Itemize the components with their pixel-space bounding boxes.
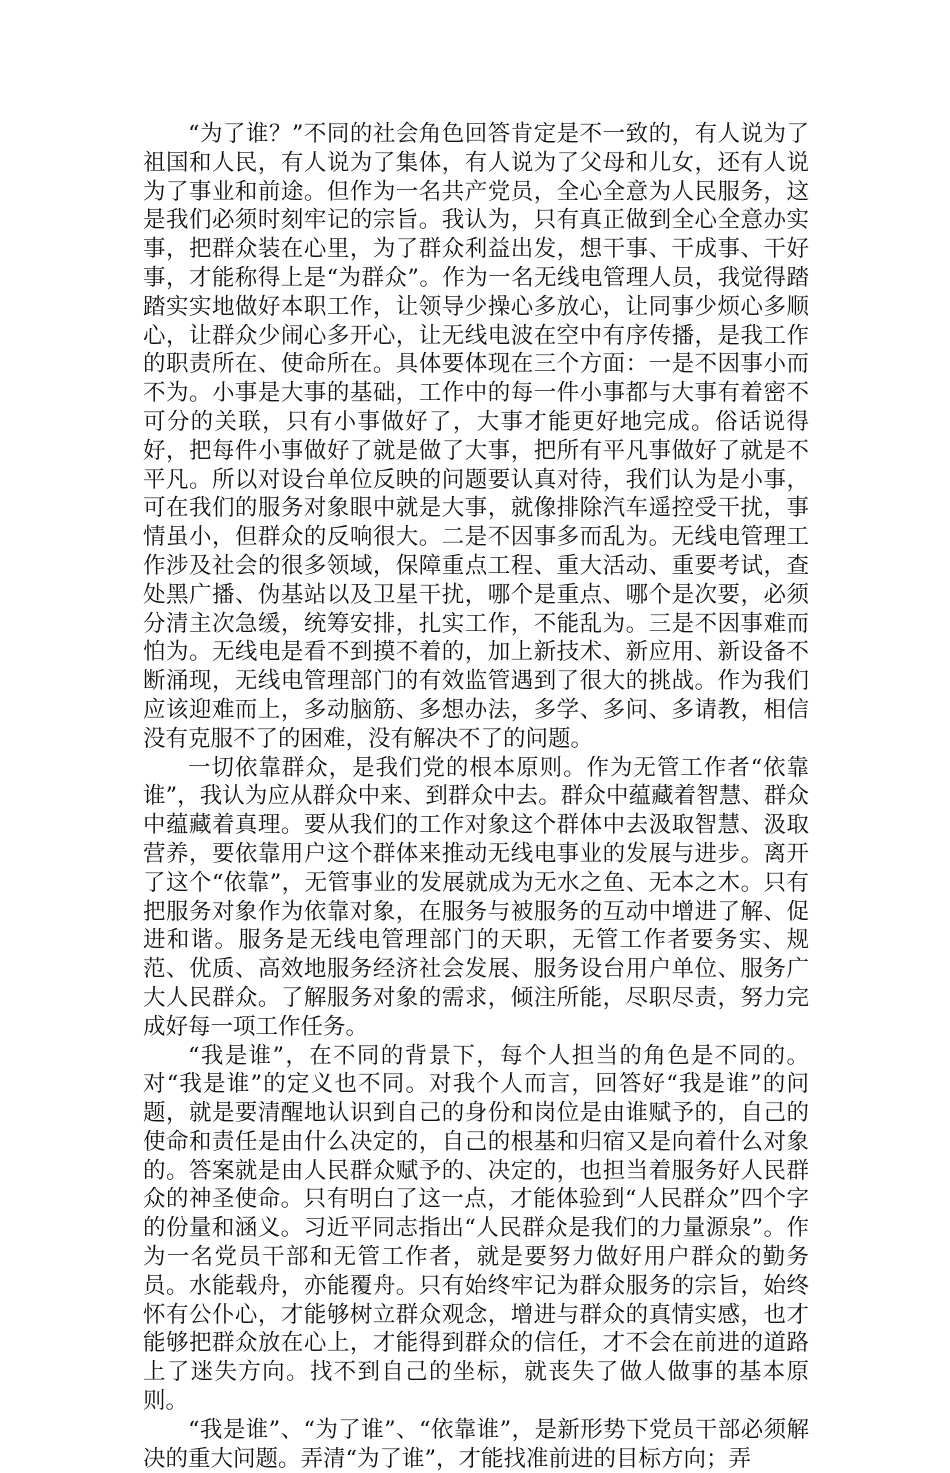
paragraph-summary: “我是谁”、“为了谁”、“依靠谁”，是新形势下党员干部必须解决的重大问题。弄清“为了谁”，才能找准前进的目标方向；弄 bbox=[143, 1416, 809, 1472]
document-body bbox=[143, 120, 809, 1473]
paragraph-rely-on-whom: 一切依靠群众，是我们党的根本原则。作为无管工作者“依靠谁”，我认为应从群众中来、到群众中去。群众中蕴藏着智慧、群众中蕴藏着真理。要从我们的工作对象这个群体中去汲取智慧、汲取营养，要依靠用户这个群体来推动无线电事业的发展与进步。离开了这个“依靠”，无管事业的发展就成为无水之鱼、无本之木。只有把服务对象作为依靠对象，在服务与被服务的互动中增进了解、促进和谐。服务是无线电管理部门的天职，无管工作者要务实、规范、优质、高效地服务经济社会发展、服务设台用户单位、服务广大人民群众。了解服务对象的需求，倾注所能，尽职尽责，努力完成好每一项工作任务。 bbox=[143, 754, 809, 1040]
paragraph-for-whom: “为了谁？”不同的社会角色回答肯定是不一致的，有人说为了祖国和人民，有人说为了集体，有人说为了父母和儿女，还有人说为了事业和前途。但作为一名共产党员，全心全意为人民服务，这是我们必须时刻牢记的宗旨。我认为，只有真正做到全心全意办实事，把群众装在心里，为了群众利益出发，想干事、干成事、干好事，才能称得上是“为群众”。作为一名无线电管理人员，我觉得踏踏实实地做好本职工作，让领导少操心多放心，让同事少烦心多顺心，让群众少闹心多开心，让无线电波在空中有序传播，是我工作的职责所在、使命所在。具体要体现在三个方面：一是不因事小而不为。小事是大事的基础，工作中的每一件小事都与大事有着密不可分的关联，只有小事做好了，大事才能更好地完成。俗话说得好，把每件小事做好了就是做了大事，把所有平凡事做好了就是不平凡。所以对设台单位反映的问题要认真对待，我们认为是小事，可在我们的服务对象眼中就是大事，就像排除汽车遥控受干扰，事情虽小，但群众的反响很大。二是不因事多而乱为。无线电管理工作涉及社会的很多领域，保障重点工程、重大活动、重要考试，查处黑广播、伪基站以及卫星干扰，哪个是重点、哪个是次要，必须分清主次急缓，统筹安排，扎实工作，不能乱为。三是不因事难而怕为。无线电是看不到摸不着的，加上新技术、新应用、新设备不断涌现，无线电管理部门的有效监管遇到了很大的挑战。作为我们应该迎难而上，多动脑筋、多想办法，多学、多问、多请教，相信没有克服不了的困难，没有解决不了的问题。 bbox=[143, 121, 809, 752]
paragraph-who-am-i: “我是谁”，在不同的背景下，每个人担当的角色是不同的。对“我是谁”的定义也不同。对我个人而言，回答好“我是谁”的问题，就是要清醒地认识到自己的身份和岗位是由谁赋予的，自己的使命和责任是由什么决定的，自己的根基和归宿又是向着什么对象的。答案就是由人民群众赋予的、决定的，也担当着服务好人民群众的神圣使命。只有明白了这一点，才能体验到“人民群众”四个字的份量和涵义。习近平同志指出“人民群众是我们的力量源泉”。作为一名党员干部和无管工作者，就是要努力做好用户群众的勤务员。水能载舟，亦能覆舟。只有始终牢记为群众服务的宗旨，始终怀有公仆心，才能够树立群众观念，增进与群众的真情实感，也才能够把群众放在心上，才能得到群众的信任，才不会在前进的道路上了迷失方向。找不到自己的坐标，就丧失了做人做事的基本原则。 bbox=[143, 1042, 809, 1415]
